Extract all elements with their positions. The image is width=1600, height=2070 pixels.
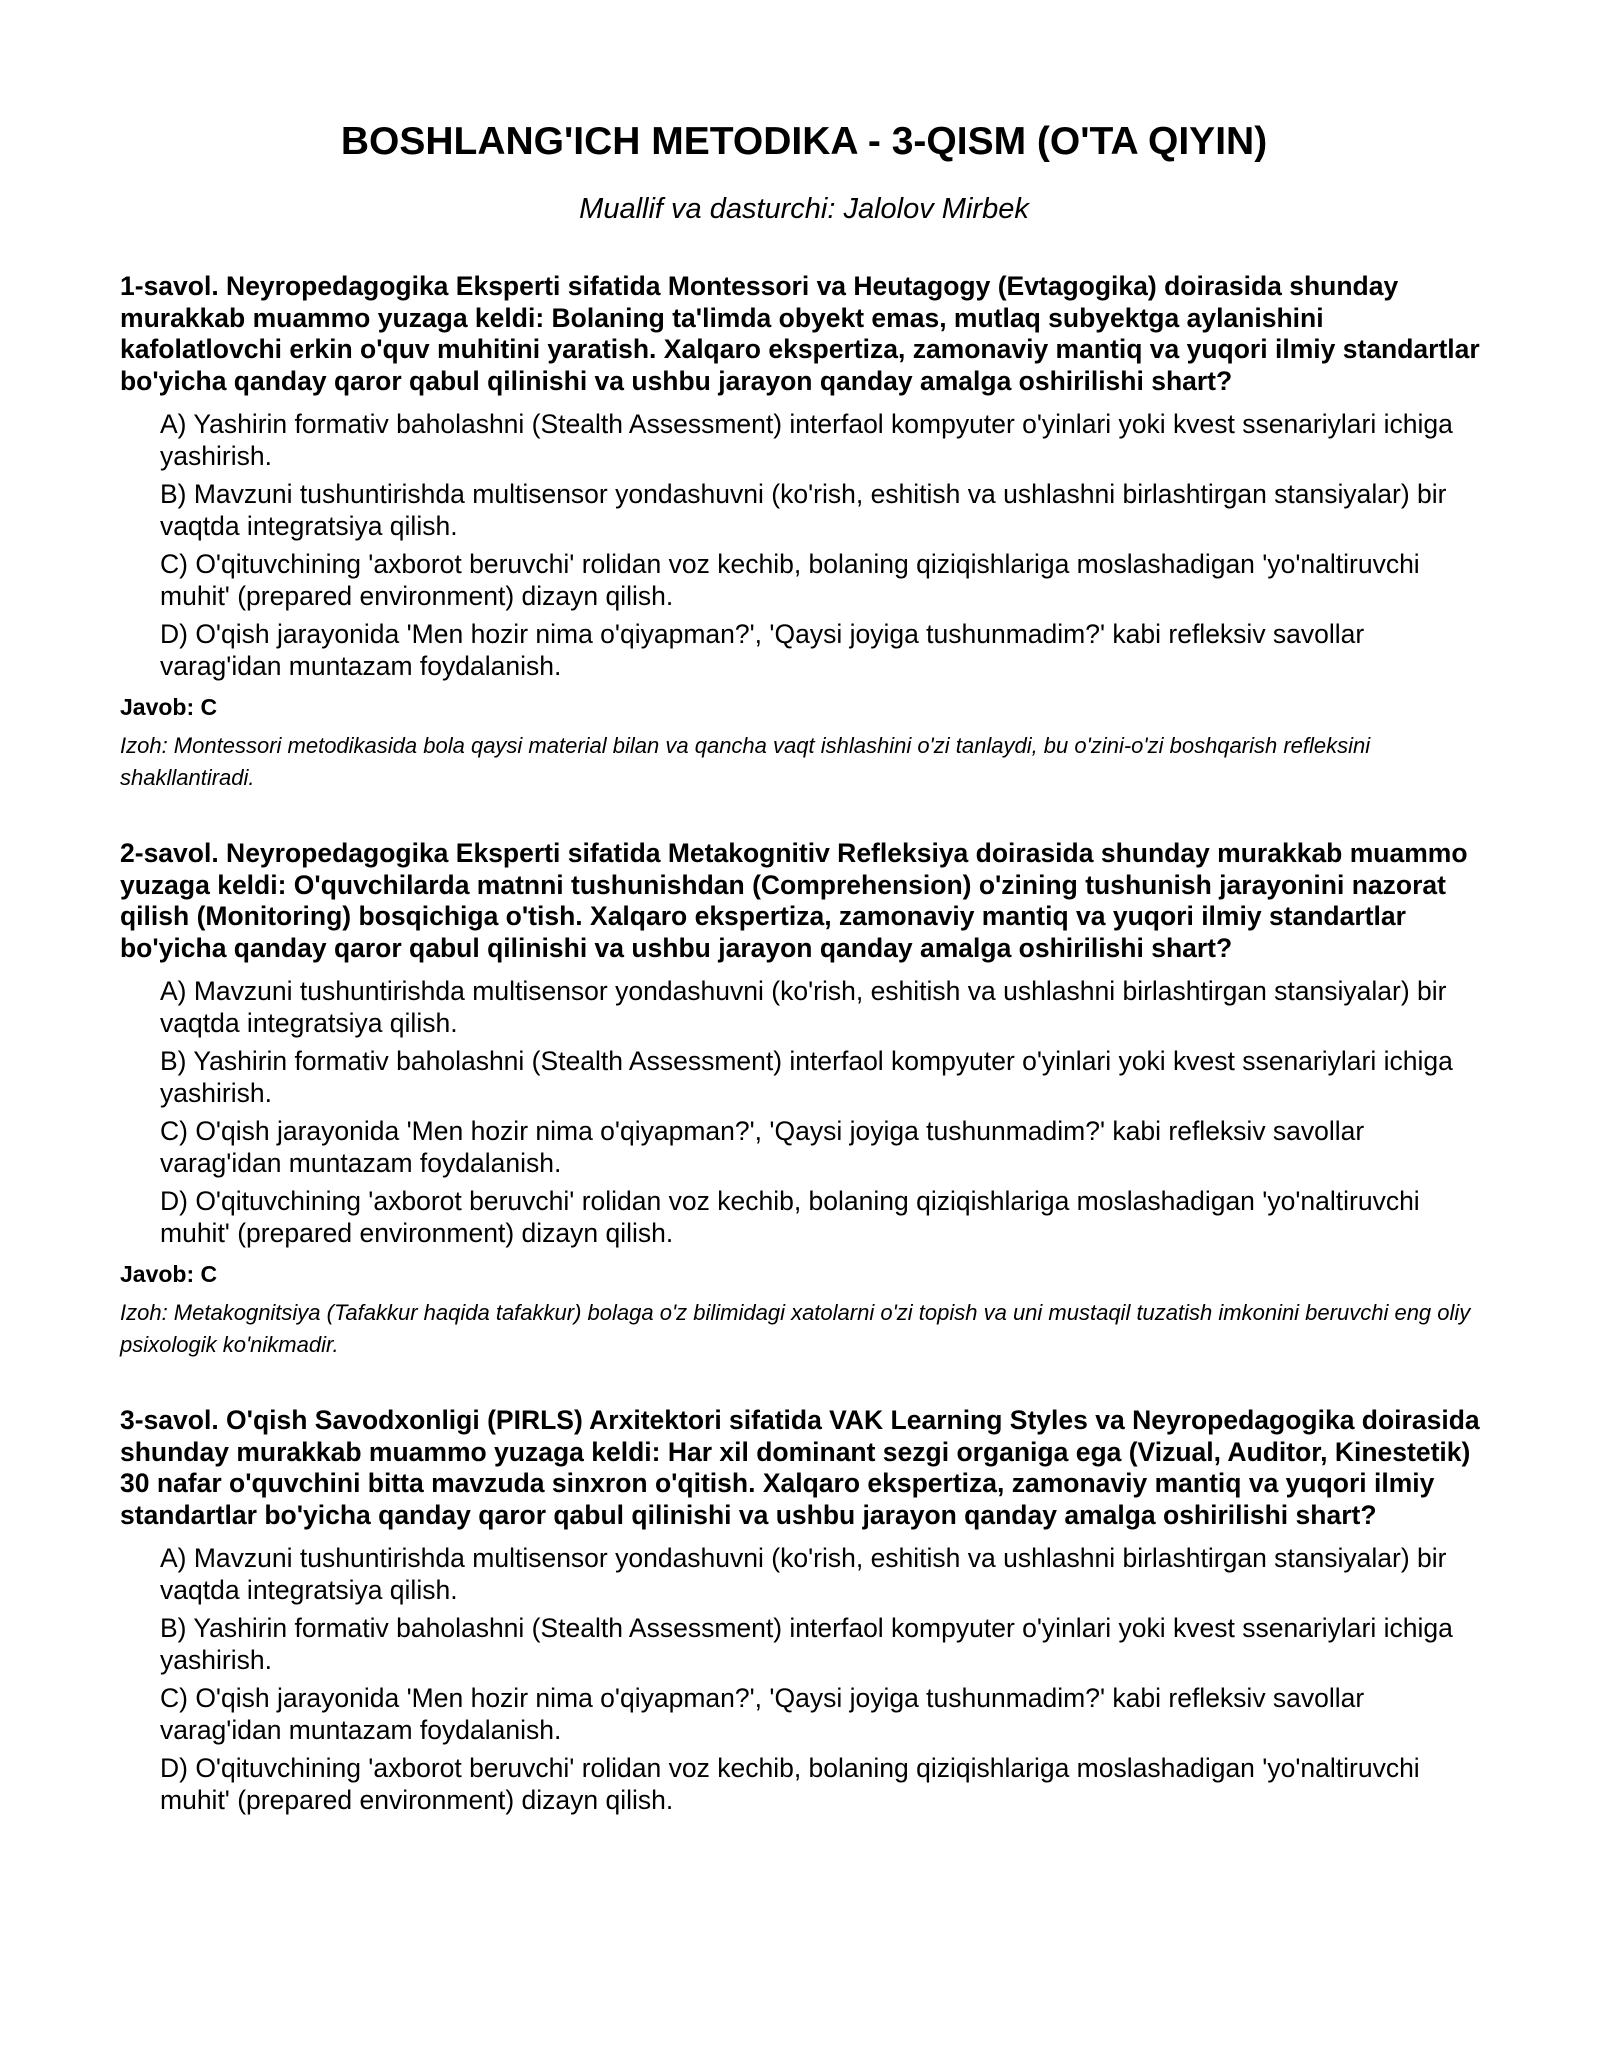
question-3: [120, 1405, 1488, 1816]
document-title: BOSHLANG'ICH METODIKA - 3-QISM (O'TA QIYIN): [340, 120, 1268, 163]
question-text: 3-savol. O'qish Savodxonligi (PIRLS) Arxitektori sifatida VAK Learning Styles va Neyropedagogika doirasida shunday murakkab muammo yuzaga keldi: Har xil dominant sezgi organiga ega (Vizual, Auditor, Kinestetik) 30 nafar o'quvchini bitta mavzuda sinxron o'qitish. Xalqaro ekspertiza, zamonaviy mantiq va yuqori ilmiy standartlar bo'yicha qanday qaror qabul qilinishi va ushbu jarayon qanday amalga oshirilishi shart?: [120, 1405, 1480, 1530]
option-a: A) Mavzuni tushuntirishda multisensor yondashuvni (ko'rish, eshitish va ushlashni birlashtirgan stansiyalar) bir vaqtda integratsiya qilish.: [160, 1543, 1447, 1605]
explanation-note: Izoh: Montessori metodikasida bola qaysi material bilan va qancha vaqt ishlashini o'zi tanlaydi, bu o'zini-o'zi boshqarish refleksini shakllantiradi.: [120, 733, 1371, 790]
option-list: [120, 1543, 1488, 1816]
option-c: C) O'qish jarayonida 'Men hozir nima o'qiyapman?', 'Qaysi joyiga tushunmadim?' kabi refleksiv savollar varag'idan muntazam foydalanish.: [160, 1683, 1365, 1745]
question-text: 1-savol. Neyropedagogika Eksperti sifatida Montessori va Heutagogy (Evtagogika) doirasida shunday murakkab muammo yuzaga keldi: Bolaning ta'limda obyekt emas, mutlaq subyektga aylanishini kafolatlovchi erkin o'quv muhitini yaratish. Xalqaro ekspertiza, zamonaviy mantiq va yuqori ilmiy standartlar bo'yicha qanday qaror qabul qilinishi va ushbu jarayon qanday amalga oshirilishi shart?: [120, 271, 1480, 396]
option-b: B) Yashirin formativ baholashni (Stealth Assessment) interfaol kompyuter o'yinlari yoki kvest ssenariylari ichiga yashirish.: [160, 1613, 1453, 1675]
question-1: [120, 271, 1488, 794]
answer-label: Javob: C: [120, 694, 218, 720]
option-list: [120, 409, 1488, 682]
explanation-note: Izoh: Metakognitsiya (Tafakkur haqida tafakkur) bolaga o'z bilimidagi xatolarni o'zi topish va uni mustaqil tuzatish imkonini beruvchi eng oliy psixologik ko'nikmadir.: [120, 1300, 1471, 1357]
option-a: A) Yashirin formativ baholashni (Stealth Assessment) interfaol kompyuter o'yinlari yoki kvest ssenariylari ichiga yashirish.: [160, 409, 1453, 471]
option-d: D) O'qituvchining 'axborot beruvchi' rolidan voz kechib, bolaning qiziqishlariga moslashadigan 'yo'naltiruvchi muhit' (prepared environment) dizayn qilish.: [160, 1186, 1420, 1248]
document-subtitle: Muallif va dasturchi: Jalolov Mirbek: [579, 193, 1029, 225]
option-d: D) O'qituvchining 'axborot beruvchi' rolidan voz kechib, bolaning qiziqishlariga moslashadigan 'yo'naltiruvchi muhit' (prepared environment) dizayn qilish.: [160, 1753, 1420, 1815]
option-b: B) Mavzuni tushuntirishda multisensor yondashuvni (ko'rish, eshitish va ushlashni birlashtirgan stansiyalar) bir vaqtda integratsiya qilish.: [160, 479, 1447, 541]
option-b: B) Yashirin formativ baholashni (Stealth Assessment) interfaol kompyuter o'yinlari yoki kvest ssenariylari ichiga yashirish.: [160, 1046, 1453, 1108]
option-list: [120, 976, 1488, 1249]
answer-label: Javob: C: [120, 1261, 218, 1287]
option-c: C) O'qish jarayonida 'Men hozir nima o'qiyapman?', 'Qaysi joyiga tushunmadim?' kabi refleksiv savollar varag'idan muntazam foydalanish.: [160, 1116, 1365, 1178]
question-2: [120, 838, 1488, 1361]
option-d: D) O'qish jarayonida 'Men hozir nima o'qiyapman?', 'Qaysi joyiga tushunmadim?' kabi refleksiv savollar varag'idan muntazam foydalanish.: [160, 619, 1365, 681]
option-c: C) O'qituvchining 'axborot beruvchi' rolidan voz kechib, bolaning qiziqishlariga moslashadigan 'yo'naltiruvchi muhit' (prepared environment) dizayn qilish.: [160, 549, 1420, 611]
question-text: 2-savol. Neyropedagogika Eksperti sifatida Metakognitiv Refleksiya doirasida shunday murakkab muammo yuzaga keldi: O'quvchilarda matnni tushunishdan (Comprehension) o'zining tushunish jarayonini nazorat qilish (Monitoring) bosqichiga o'tish. Xalqaro ekspertiza, zamonaviy mantiq va yuqori ilmiy standartlar bo'yicha qanday qaror qabul qilinishi va ushbu jarayon qanday amalga oshirilishi shart?: [120, 838, 1468, 963]
option-a: A) Mavzuni tushuntirishda multisensor yondashuvni (ko'rish, eshitish va ushlashni birlashtirgan stansiyalar) bir vaqtda integratsiya qilish.: [160, 976, 1447, 1038]
